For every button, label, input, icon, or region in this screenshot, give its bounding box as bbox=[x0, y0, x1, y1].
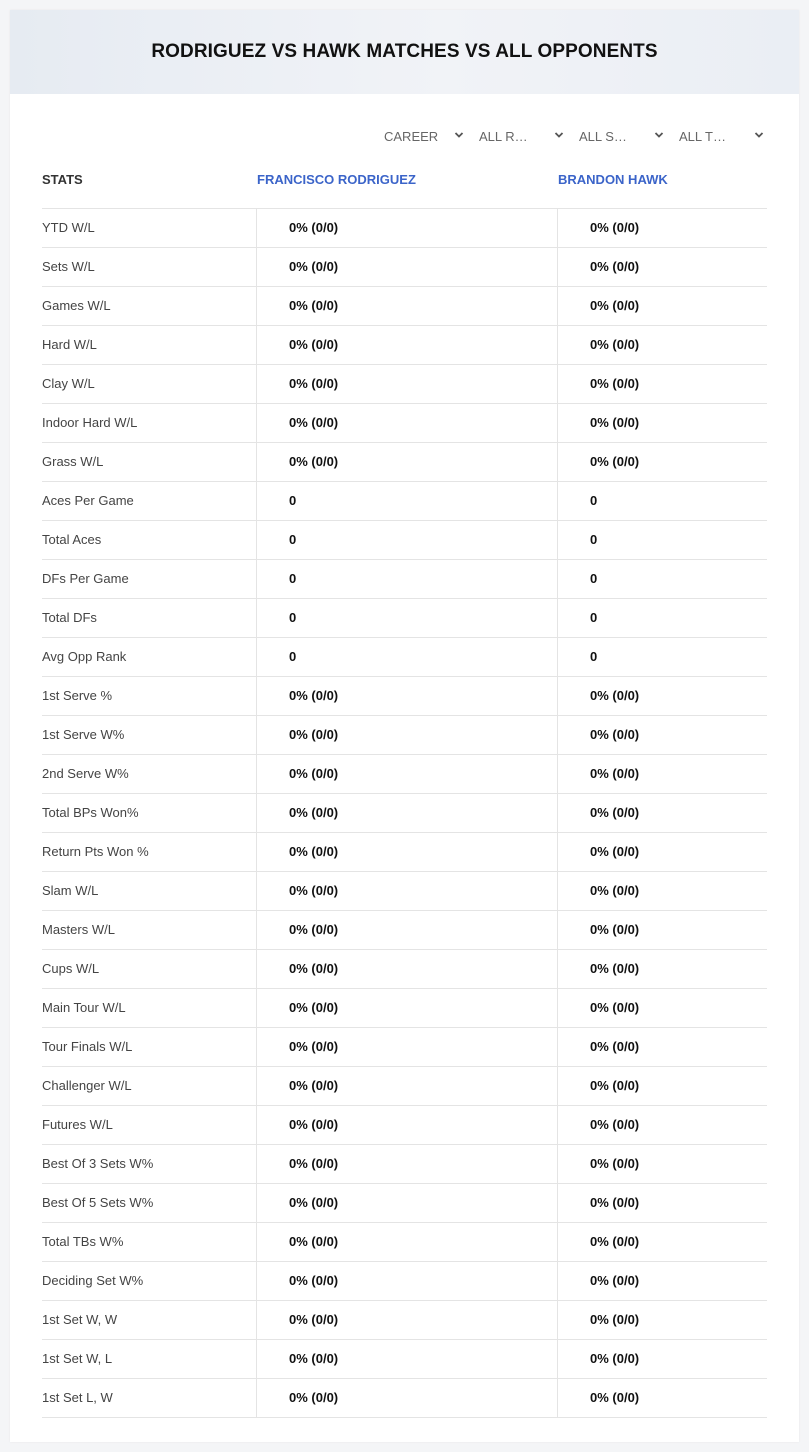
player2-stat-value: 0% (0/0) bbox=[590, 1390, 640, 1405]
table-row bbox=[42, 1301, 767, 1340]
player2-stat-value: 0 bbox=[590, 571, 598, 586]
stat-label: 1st Serve % bbox=[42, 688, 113, 703]
table-row bbox=[42, 833, 767, 872]
stat-label: DFs Per Game bbox=[42, 571, 129, 586]
stat-label: 1st Serve W% bbox=[42, 727, 125, 742]
player1-stat-value: 0% (0/0) bbox=[289, 1234, 339, 1249]
table-row bbox=[42, 1223, 767, 1262]
filter-bar bbox=[10, 126, 799, 146]
player1-stat-value: 0% (0/0) bbox=[289, 259, 339, 274]
chevron-down-icon bbox=[754, 128, 764, 142]
card-header bbox=[10, 10, 799, 94]
table-row bbox=[42, 950, 767, 989]
table-row bbox=[42, 209, 767, 248]
player1-stat-value: 0% (0/0) bbox=[289, 415, 339, 430]
page-title: RODRIGUEZ VS HAWK MATCHES VS ALL OPPONENTS bbox=[151, 41, 658, 62]
player2-stat-value: 0 bbox=[590, 649, 598, 664]
player2-stat-value: 0 bbox=[590, 493, 598, 508]
player1-stat-value: 0 bbox=[289, 649, 297, 664]
stat-label: Grass W/L bbox=[42, 454, 104, 469]
player1-stat-value: 0% (0/0) bbox=[289, 1000, 339, 1015]
player2-stat-value: 0% (0/0) bbox=[590, 1351, 640, 1366]
stat-label: Tour Finals W/L bbox=[42, 1039, 133, 1054]
player2-stat-value: 0% (0/0) bbox=[590, 1000, 640, 1015]
table-row bbox=[42, 677, 767, 716]
player1-stat-value: 0% (0/0) bbox=[289, 922, 339, 937]
stat-label: Cups W/L bbox=[42, 961, 100, 976]
filter-surface-select[interactable] bbox=[579, 126, 664, 146]
player2-stat-value: 0% (0/0) bbox=[590, 766, 640, 781]
stat-label: Games W/L bbox=[42, 298, 111, 313]
stat-label: Hard W/L bbox=[42, 337, 97, 352]
player2-stat-value: 0% (0/0) bbox=[590, 1234, 640, 1249]
player1-stat-value: 0% (0/0) bbox=[289, 298, 339, 313]
table-row bbox=[42, 716, 767, 755]
chevron-down-icon bbox=[654, 128, 664, 142]
table-row bbox=[42, 1379, 767, 1418]
player2-link[interactable]: BRANDON HAWK bbox=[558, 172, 668, 187]
player2-stat-value: 0% (0/0) bbox=[590, 454, 640, 469]
table-row bbox=[42, 482, 767, 521]
filter-tournament-select[interactable] bbox=[679, 126, 764, 146]
stat-label: YTD W/L bbox=[42, 220, 95, 235]
player1-stat-value: 0% (0/0) bbox=[289, 454, 339, 469]
table-row bbox=[42, 1262, 767, 1301]
stat-label: Challenger W/L bbox=[42, 1078, 132, 1093]
stat-label: 1st Set W, W bbox=[42, 1312, 118, 1327]
player1-stat-value: 0% (0/0) bbox=[289, 1351, 339, 1366]
table-row bbox=[42, 1340, 767, 1379]
filter-career-select[interactable] bbox=[384, 126, 464, 146]
player2-stat-value: 0% (0/0) bbox=[590, 1156, 640, 1171]
table-row bbox=[42, 911, 767, 950]
stats-column-header: STATS bbox=[42, 172, 83, 187]
player1-stat-value: 0% (0/0) bbox=[289, 1156, 339, 1171]
table-header bbox=[42, 172, 767, 188]
table-row bbox=[42, 404, 767, 443]
stats-card bbox=[10, 10, 799, 1442]
player1-stat-value: 0% (0/0) bbox=[289, 1390, 339, 1405]
player2-stat-value: 0% (0/0) bbox=[590, 259, 640, 274]
table-row bbox=[42, 443, 767, 482]
stat-label: Masters W/L bbox=[42, 922, 115, 937]
filter-round-select[interactable] bbox=[479, 126, 564, 146]
player2-stat-value: 0 bbox=[590, 610, 598, 625]
stat-label: Total DFs bbox=[42, 610, 97, 625]
player2-stat-value: 0% (0/0) bbox=[590, 337, 640, 352]
stat-label: Sets W/L bbox=[42, 259, 95, 274]
player1-stat-value: 0% (0/0) bbox=[289, 1195, 339, 1210]
player1-stat-value: 0% (0/0) bbox=[289, 1273, 339, 1288]
stat-label: Best Of 5 Sets W% bbox=[42, 1195, 154, 1210]
player1-stat-value: 0% (0/0) bbox=[289, 1078, 339, 1093]
table-row bbox=[42, 1028, 767, 1067]
filter-label: ALL T… bbox=[679, 128, 726, 144]
player2-stat-value: 0% (0/0) bbox=[590, 1312, 640, 1327]
stat-label: Indoor Hard W/L bbox=[42, 415, 138, 430]
player1-link[interactable]: FRANCISCO RODRIGUEZ bbox=[257, 172, 416, 187]
player1-stat-value: 0% (0/0) bbox=[289, 337, 339, 352]
player1-stat-value: 0% (0/0) bbox=[289, 766, 339, 781]
player2-stat-value: 0% (0/0) bbox=[590, 220, 640, 235]
player1-stat-value: 0 bbox=[289, 571, 297, 586]
chevron-down-icon bbox=[454, 128, 464, 142]
stat-label: Total BPs Won% bbox=[42, 805, 139, 820]
player2-stat-value: 0% (0/0) bbox=[590, 688, 640, 703]
player2-stat-value: 0% (0/0) bbox=[590, 298, 640, 313]
stats-table bbox=[42, 208, 767, 1418]
stat-label: Total Aces bbox=[42, 532, 102, 547]
player1-stat-value: 0% (0/0) bbox=[289, 961, 339, 976]
table-row bbox=[42, 1106, 767, 1145]
stat-label: Avg Opp Rank bbox=[42, 649, 127, 664]
stat-label: 1st Set L, W bbox=[42, 1390, 113, 1405]
table-row bbox=[42, 521, 767, 560]
table-row bbox=[42, 989, 767, 1028]
player2-stat-value: 0% (0/0) bbox=[590, 376, 640, 391]
player2-stat-value: 0% (0/0) bbox=[590, 1195, 640, 1210]
table-row bbox=[42, 287, 767, 326]
table-row bbox=[42, 872, 767, 911]
stat-label: Main Tour W/L bbox=[42, 1000, 126, 1015]
player1-stat-value: 0 bbox=[289, 610, 297, 625]
table-row bbox=[42, 599, 767, 638]
stat-label: Futures W/L bbox=[42, 1117, 113, 1132]
stat-label: 1st Set W, L bbox=[42, 1351, 113, 1366]
chevron-down-icon bbox=[554, 128, 564, 142]
player1-stat-value: 0 bbox=[289, 493, 297, 508]
stat-label: Best Of 3 Sets W% bbox=[42, 1156, 154, 1171]
stat-label: Total TBs W% bbox=[42, 1234, 124, 1249]
stat-label: Deciding Set W% bbox=[42, 1273, 144, 1288]
filter-label: ALL S… bbox=[579, 128, 627, 144]
player2-stat-value: 0% (0/0) bbox=[590, 961, 640, 976]
stat-label: Return Pts Won % bbox=[42, 844, 149, 859]
player2-stat-value: 0% (0/0) bbox=[590, 844, 640, 859]
player1-stat-value: 0% (0/0) bbox=[289, 1312, 339, 1327]
filter-label: CAREER bbox=[384, 128, 439, 144]
player1-stat-value: 0% (0/0) bbox=[289, 1039, 339, 1054]
player1-stat-value: 0% (0/0) bbox=[289, 883, 339, 898]
table-row bbox=[42, 248, 767, 287]
table-row bbox=[42, 794, 767, 833]
stat-label: 2nd Serve W% bbox=[42, 766, 129, 781]
table-row bbox=[42, 1067, 767, 1106]
player1-stat-value: 0% (0/0) bbox=[289, 376, 339, 391]
player2-stat-value: 0% (0/0) bbox=[590, 1273, 640, 1288]
table-row bbox=[42, 560, 767, 599]
player2-stat-value: 0% (0/0) bbox=[590, 922, 640, 937]
filter-label: ALL R… bbox=[479, 128, 528, 144]
table-row bbox=[42, 638, 767, 677]
player2-stat-value: 0% (0/0) bbox=[590, 1117, 640, 1132]
player2-stat-value: 0 bbox=[590, 532, 598, 547]
player1-stat-value: 0% (0/0) bbox=[289, 844, 339, 859]
player1-stat-value: 0% (0/0) bbox=[289, 220, 339, 235]
table-row bbox=[42, 365, 767, 404]
player2-stat-value: 0% (0/0) bbox=[590, 883, 640, 898]
player1-stat-value: 0% (0/0) bbox=[289, 805, 339, 820]
player1-stat-value: 0% (0/0) bbox=[289, 727, 339, 742]
player2-stat-value: 0% (0/0) bbox=[590, 415, 640, 430]
table-row bbox=[42, 755, 767, 794]
stat-label: Clay W/L bbox=[42, 376, 95, 391]
player2-stat-value: 0% (0/0) bbox=[590, 1039, 640, 1054]
player2-stat-value: 0% (0/0) bbox=[590, 805, 640, 820]
player2-stat-value: 0% (0/0) bbox=[590, 727, 640, 742]
stat-label: Aces Per Game bbox=[42, 493, 134, 508]
stat-label: Slam W/L bbox=[42, 883, 99, 898]
table-row bbox=[42, 1184, 767, 1223]
table-row bbox=[42, 326, 767, 365]
player2-stat-value: 0% (0/0) bbox=[590, 1078, 640, 1093]
table-row bbox=[42, 1145, 767, 1184]
player1-stat-value: 0% (0/0) bbox=[289, 1117, 339, 1132]
player1-stat-value: 0 bbox=[289, 532, 297, 547]
player1-stat-value: 0% (0/0) bbox=[289, 688, 339, 703]
